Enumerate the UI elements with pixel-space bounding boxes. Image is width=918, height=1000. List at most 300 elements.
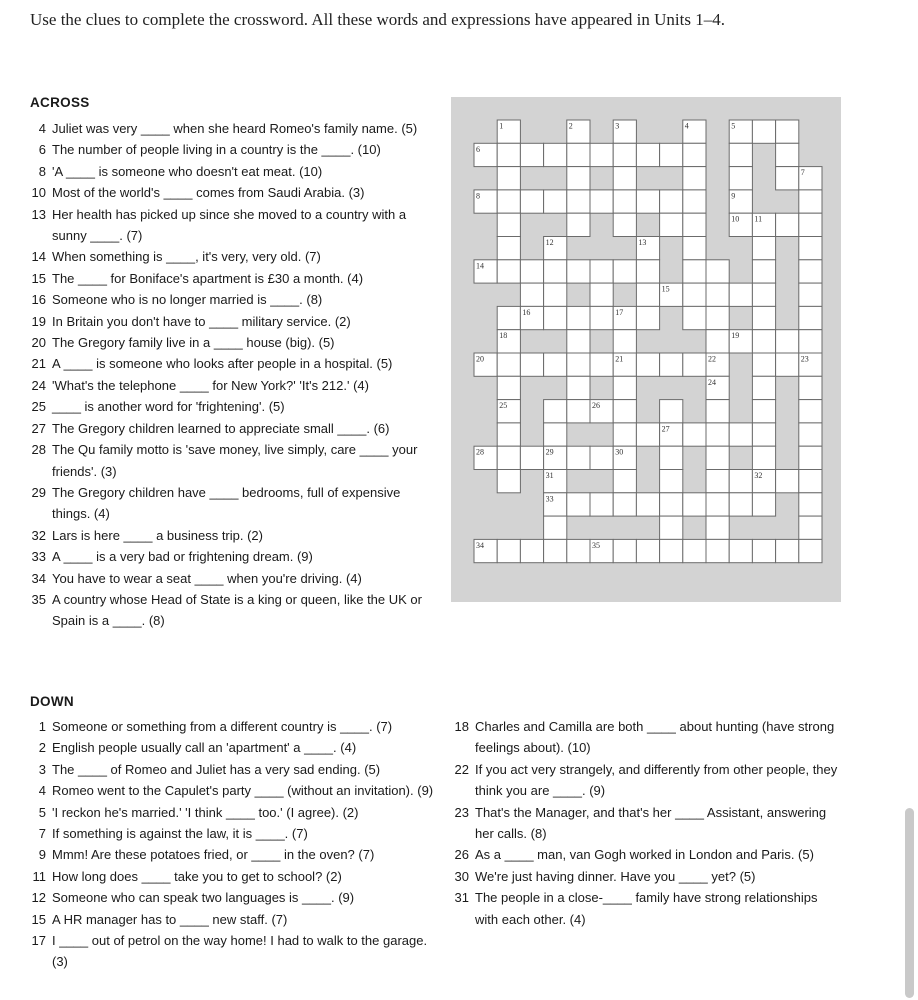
clue-text: We're just having dinner. Have you ____ yet? (5) (475, 868, 756, 884)
grid-cell[interactable] (706, 260, 729, 283)
clue-item (30, 737, 435, 758)
clue-item (30, 887, 435, 908)
grid-cell[interactable] (776, 353, 799, 376)
grid-clue-number: 2 (568, 121, 573, 131)
grid-clue-number: 26 (592, 401, 600, 411)
grid-cell[interactable] (497, 190, 520, 213)
grid-cell[interactable] (706, 400, 729, 423)
grid-clue-number: 22 (708, 354, 716, 364)
clue-number: 3 (38, 761, 46, 777)
grid-clue-number: 24 (708, 377, 716, 387)
clue-number: 23 (454, 804, 469, 820)
grid-cell[interactable] (706, 306, 729, 329)
grid-cell[interactable] (544, 306, 567, 329)
grid-cell[interactable] (706, 446, 729, 469)
grid-cell[interactable] (544, 260, 567, 283)
clue-number: 5 (38, 804, 46, 820)
grid-cell[interactable] (752, 376, 775, 399)
grid-clue-number: 34 (476, 540, 484, 550)
grid-cell[interactable] (544, 353, 567, 376)
grid-cell[interactable] (497, 143, 520, 166)
clue-text: I ____ out of petrol on the way home! I had to walk to the garage. (3) (52, 933, 428, 970)
clue-number: 26 (454, 847, 469, 863)
clue-text: Juliet was very ____ when she heard Romeo's family name. (5) (52, 121, 418, 136)
clue-number: 4 (38, 783, 46, 799)
grid-cell[interactable] (567, 400, 590, 423)
grid-cell[interactable] (567, 539, 590, 562)
clue-text: ____ is another word for 'frightening'. (5) (52, 399, 285, 415)
grid-cell[interactable] (613, 260, 636, 283)
grid-cell[interactable] (752, 446, 775, 469)
grid-clue-number: 14 (476, 261, 484, 271)
clue-item (30, 332, 430, 353)
grid-cell[interactable] (636, 283, 659, 306)
down-clue-list-1 (30, 716, 435, 973)
grid-cell[interactable] (799, 237, 822, 260)
grid-cell[interactable] (636, 260, 659, 283)
grid-cell[interactable] (590, 143, 613, 166)
grid-cell[interactable] (636, 423, 659, 446)
clue-text: If you act very strangely, and differently from other people, they think you are ____. (9) (475, 761, 838, 799)
grid-clue-number: 32 (754, 471, 763, 480)
grid-cell[interactable] (636, 143, 659, 166)
clue-text: The Gregory children learned to appreciate small ____. (6) (52, 420, 390, 436)
clue-number: 17 (31, 933, 46, 949)
clue-number: 11 (32, 868, 46, 884)
grid-cell[interactable] (776, 167, 799, 190)
clue-number: 30 (454, 868, 469, 884)
clue-text: How long does ____ take you to get to school? (2) (52, 868, 342, 884)
grid-cell[interactable] (799, 400, 822, 423)
clue-item (453, 759, 843, 802)
grid-clue-number: 7 (800, 168, 805, 178)
clue-item (30, 118, 430, 139)
grid-cell[interactable] (799, 190, 822, 213)
grid-clue-number: 28 (476, 447, 484, 457)
grid-cell[interactable] (520, 283, 543, 306)
clue-text: Lars is here ____ a business trip. (2) (52, 527, 263, 543)
clue-text: 'A ____ is someone who doesn't eat meat. (10) (52, 163, 323, 179)
clue-text: In Britain you don't have to ____ military service. (2) (52, 313, 351, 329)
grid-cell[interactable] (544, 400, 567, 423)
grid-cell[interactable] (497, 446, 520, 469)
clue-item (453, 802, 843, 845)
clue-number: 34 (31, 570, 46, 586)
grid-cell[interactable] (520, 190, 543, 213)
grid-cell[interactable] (752, 283, 775, 306)
clue-number: 29 (31, 484, 46, 500)
down-clue-list-2 (453, 716, 843, 930)
clue-item (30, 396, 430, 417)
grid-clue-number: 31 (545, 471, 554, 480)
clue-number: 25 (31, 399, 46, 415)
across-heading: ACROSS (30, 95, 90, 110)
clue-item (30, 204, 430, 247)
grid-cell[interactable] (497, 423, 520, 446)
grid-cell[interactable] (567, 353, 590, 376)
grid-clue-number: 33 (545, 494, 554, 504)
clue-text: The Gregory family live in a ____ house (big). (5) (52, 335, 335, 351)
grid-clue-number: 20 (476, 354, 484, 364)
grid-cell[interactable] (636, 190, 659, 213)
clue-number: 22 (454, 761, 469, 777)
clue-item (453, 844, 843, 865)
grid-cell[interactable] (497, 353, 520, 376)
grid-cell[interactable] (567, 213, 590, 236)
clue-number: 9 (38, 847, 46, 863)
clue-number: 6 (38, 142, 46, 158)
grid-cell[interactable] (520, 446, 543, 469)
grid-cell[interactable] (729, 470, 752, 493)
grid-cell[interactable] (590, 306, 613, 329)
grid-cell[interactable] (683, 539, 706, 562)
clue-item (30, 353, 430, 374)
grid-cell[interactable] (729, 423, 752, 446)
grid-cell[interactable] (567, 167, 590, 190)
grid-cell[interactable] (590, 493, 613, 516)
grid-cell[interactable] (613, 213, 636, 236)
grid-cell[interactable] (799, 539, 822, 562)
grid-cell[interactable] (613, 539, 636, 562)
clue-number: 24 (31, 377, 46, 393)
clue-number: 21 (31, 356, 46, 372)
across-clue-list (30, 118, 430, 632)
clue-text: Mmm! Are these potatoes fried, or ____ in the oven? (7) (52, 847, 375, 863)
grid-cell[interactable] (660, 190, 683, 213)
grid-clue-number: 18 (499, 331, 508, 341)
grid-cell[interactable] (520, 143, 543, 166)
grid-cell[interactable] (613, 167, 636, 190)
clue-number: 1 (38, 719, 46, 734)
down-heading: DOWN (30, 694, 74, 709)
grid-cell[interactable] (660, 470, 683, 493)
grid-cell[interactable] (706, 423, 729, 446)
grid-cell[interactable] (799, 330, 822, 353)
clue-text: That's the Manager, and that's her ____ Assistant, answering her calls. (8) (475, 804, 827, 842)
clue-item (30, 823, 435, 844)
grid-cell[interactable] (799, 306, 822, 329)
grid-cell[interactable] (752, 539, 775, 562)
clue-number: 15 (31, 911, 46, 927)
clue-text: The Qu family motto is 'save money, live simply, care ____ your friends'. (3) (52, 442, 418, 479)
clue-text: Someone or something from a different country is ____. (7) (52, 719, 393, 734)
grid-cell[interactable] (752, 260, 775, 283)
grid-cell[interactable] (729, 493, 752, 516)
grid-cell[interactable] (544, 516, 567, 539)
clue-number: 31 (454, 890, 469, 906)
grid-cell[interactable] (729, 539, 752, 562)
grid-cell[interactable] (660, 539, 683, 562)
grid-cell[interactable] (567, 143, 590, 166)
grid-cell[interactable] (544, 143, 567, 166)
clue-number: 7 (38, 826, 46, 842)
grid-clue-number: 27 (661, 424, 670, 434)
grid-cell[interactable] (799, 470, 822, 493)
clue-number: 20 (31, 335, 46, 351)
grid-cell[interactable] (567, 376, 590, 399)
clue-text: A ____ is a very bad or frightening dream. (9) (52, 549, 313, 565)
grid-cell[interactable] (497, 376, 520, 399)
clue-text: The Gregory children have ____ bedrooms, full of expensive things. (4) (52, 484, 401, 522)
clue-item (30, 246, 430, 267)
grid-cell[interactable] (683, 190, 706, 213)
clue-item (30, 182, 430, 203)
grid-cell[interactable] (544, 539, 567, 562)
grid-cell[interactable] (776, 330, 799, 353)
grid-cell[interactable] (799, 516, 822, 539)
clue-text: 'What's the telephone ____ for New York?' 'It's 212.' (4) (52, 377, 369, 393)
clue-item (30, 439, 430, 482)
grid-cell[interactable] (660, 493, 683, 516)
grid-clue-number: 9 (731, 191, 736, 201)
grid-clue-number: 6 (476, 144, 480, 154)
grid-cell[interactable] (683, 167, 706, 190)
grid-clue-number: 4 (684, 121, 689, 131)
clue-item (30, 161, 430, 182)
grid-cell[interactable] (567, 446, 590, 469)
grid-cell[interactable] (706, 493, 729, 516)
grid-cell[interactable] (520, 353, 543, 376)
grid-cell[interactable] (567, 190, 590, 213)
crossword-grid-svg (451, 97, 841, 602)
clue-text: Charles and Camilla are both ____ about hunting (have strong feelings about). (10) (475, 719, 835, 756)
grid-cell[interactable] (752, 493, 775, 516)
clue-item (30, 568, 430, 589)
clue-item (30, 546, 430, 567)
clue-item (30, 909, 435, 930)
clue-text: A HR manager has to ____ new staff. (7) (52, 911, 288, 927)
clue-item (453, 887, 843, 930)
grid-cell[interactable] (636, 353, 659, 376)
scrollbar-thumb[interactable] (905, 808, 914, 998)
clue-text: Someone who can speak two languages is ____. (9) (52, 890, 355, 906)
grid-cell[interactable] (683, 493, 706, 516)
clue-item (30, 525, 430, 546)
grid-cell[interactable] (497, 539, 520, 562)
grid-cell[interactable] (567, 330, 590, 353)
clue-text: The number of people living in a country is the ____. (10) (52, 142, 381, 158)
clue-text: The people in a close-____ family have strong relationships with each other. (4) (475, 890, 818, 927)
grid-clue-number: 13 (638, 238, 647, 247)
clue-text: As a ____ man, van Gogh worked in London and Paris. (5) (475, 847, 814, 863)
grid-clue-number: 10 (731, 214, 740, 224)
grid-cell[interactable] (613, 400, 636, 423)
grid-cell[interactable] (660, 213, 683, 236)
grid-clue-number: 8 (476, 191, 480, 201)
grid-clue-number: 21 (615, 354, 624, 364)
grid-cell[interactable] (613, 143, 636, 166)
grid-cell[interactable] (776, 470, 799, 493)
grid-cell[interactable] (683, 353, 706, 376)
grid-cell[interactable] (729, 167, 752, 190)
grid-cell[interactable] (497, 167, 520, 190)
grid-cell[interactable] (706, 330, 729, 353)
clue-item (30, 759, 435, 780)
grid-cell[interactable] (613, 330, 636, 353)
clue-text: English people usually call an 'apartment' a ____. (4) (52, 740, 357, 756)
clue-item (30, 802, 435, 823)
clue-text: The ____ of Romeo and Juliet has a very sad ending. (5) (52, 761, 381, 777)
grid-cell[interactable] (590, 283, 613, 306)
grid-cell[interactable] (613, 470, 636, 493)
instructions: Use the clues to complete the crossword. All these words and expressions have appeared in Units 1–4. (30, 10, 725, 29)
clue-number: 2 (38, 740, 46, 756)
clue-item (453, 866, 843, 887)
grid-cell[interactable] (660, 143, 683, 166)
grid-cell[interactable] (497, 306, 520, 329)
clue-item (30, 930, 435, 973)
clue-number: 15 (31, 270, 46, 286)
grid-clue-number: 19 (731, 331, 740, 341)
grid-cell[interactable] (752, 120, 775, 143)
grid-cell[interactable] (683, 143, 706, 166)
clue-item (30, 418, 430, 439)
clue-item (30, 311, 430, 332)
clue-text: Her health has picked up since she moved to a country with a sunny ____. (7) (52, 206, 407, 244)
clue-item (30, 866, 435, 887)
grid-cell[interactable] (660, 446, 683, 469)
grid-cell[interactable] (752, 330, 775, 353)
grid-cell[interactable] (683, 283, 706, 306)
grid-cell[interactable] (683, 237, 706, 260)
grid-clue-number: 29 (545, 447, 554, 457)
grid-cell[interactable] (752, 353, 775, 376)
grid-cell[interactable] (520, 260, 543, 283)
grid-cell[interactable] (706, 283, 729, 306)
grid-cell[interactable] (613, 190, 636, 213)
clue-number: 8 (38, 163, 46, 179)
clue-text: Romeo went to the Capulet's party ____ (without an invitation). (9) (52, 783, 434, 799)
clue-text: A country whose Head of State is a king or queen, like the UK or Spain is a ____. (8) (52, 591, 422, 629)
grid-cell[interactable] (544, 283, 567, 306)
grid-cell[interactable] (752, 400, 775, 423)
grid-cell[interactable] (590, 446, 613, 469)
grid-cell[interactable] (590, 353, 613, 376)
grid-cell[interactable] (799, 213, 822, 236)
clue-item (30, 139, 430, 160)
grid-cell[interactable] (613, 376, 636, 399)
grid-cell[interactable] (567, 306, 590, 329)
grid-cell[interactable] (776, 120, 799, 143)
grid-cell[interactable] (613, 423, 636, 446)
grid-cell[interactable] (799, 260, 822, 283)
clue-text: If something is against the law, it is ____. (7) (52, 826, 308, 842)
grid-clue-number: 30 (615, 447, 624, 457)
clue-item (30, 716, 435, 737)
clue-item (30, 289, 430, 310)
grid-cell[interactable] (636, 539, 659, 562)
grid-cell[interactable] (776, 539, 799, 562)
grid-cell[interactable] (752, 423, 775, 446)
grid-cell[interactable] (706, 516, 729, 539)
grid-cell[interactable] (497, 470, 520, 493)
grid-cell[interactable] (660, 400, 683, 423)
clue-number: 13 (31, 206, 46, 222)
grid-cell[interactable] (799, 283, 822, 306)
crossword-grid (451, 97, 841, 602)
clue-text: The ____ for Boniface's apartment is £30 a month. (4) (52, 270, 364, 286)
grid-clue-number: 5 (731, 121, 736, 131)
clue-number: 16 (31, 292, 46, 308)
grid-cell[interactable] (799, 493, 822, 516)
grid-cell[interactable] (729, 283, 752, 306)
grid-clue-number: 16 (522, 307, 531, 317)
grid-cell[interactable] (497, 237, 520, 260)
grid-cell[interactable] (776, 143, 799, 166)
grid-cell[interactable] (683, 213, 706, 236)
clue-text: When something is ____, it's very, very old. (7) (52, 249, 321, 265)
grid-cell[interactable] (706, 470, 729, 493)
grid-cell[interactable] (590, 190, 613, 213)
clue-text: A ____ is someone who looks after people in a hospital. (5) (52, 356, 393, 372)
grid-clue-number: 15 (661, 284, 670, 294)
grid-clue-number: 25 (499, 401, 508, 411)
grid-clue-number: 12 (545, 238, 554, 247)
grid-cell[interactable] (660, 353, 683, 376)
grid-cell[interactable] (567, 260, 590, 283)
grid-cell[interactable] (497, 213, 520, 236)
clue-item (30, 589, 430, 632)
clue-item (453, 716, 843, 759)
grid-clue-number: 3 (615, 121, 620, 131)
clue-item (30, 482, 430, 525)
grid-cell[interactable] (636, 493, 659, 516)
grid-cell[interactable] (497, 260, 520, 283)
clue-number: 27 (31, 420, 46, 436)
grid-clue-number: 17 (615, 307, 624, 317)
grid-cell[interactable] (799, 423, 822, 446)
clue-item (30, 780, 435, 801)
clue-number: 33 (31, 549, 46, 565)
grid-cell[interactable] (683, 306, 706, 329)
clue-text: 'I reckon he's married.' 'I think ____ too.' (I agree). (2) (52, 804, 359, 820)
clue-item (30, 268, 430, 289)
grid-cell[interactable] (660, 516, 683, 539)
grid-cell[interactable] (683, 423, 706, 446)
grid-cell[interactable] (544, 423, 567, 446)
grid-cell[interactable] (683, 260, 706, 283)
grid-cell[interactable] (752, 306, 775, 329)
grid-cell[interactable] (706, 539, 729, 562)
grid-cell[interactable] (752, 237, 775, 260)
clue-text: Someone who is no longer married is ____. (8) (52, 292, 323, 308)
clue-number: 12 (31, 890, 46, 906)
grid-cell[interactable] (636, 306, 659, 329)
grid-cell[interactable] (520, 539, 543, 562)
grid-clue-number: 11 (754, 214, 763, 224)
grid-clue-number: 1 (499, 121, 504, 131)
grid-cell[interactable] (590, 260, 613, 283)
clue-text: You have to wear a seat ____ when you're driving. (4) (52, 570, 362, 586)
clue-number: 19 (31, 313, 46, 329)
clue-item (30, 375, 430, 396)
grid-cell[interactable] (776, 213, 799, 236)
clue-text: Most of the world's ____ comes from Saudi Arabia. (3) (52, 185, 365, 201)
clue-number: 28 (31, 442, 46, 458)
grid-clue-number: 35 (592, 540, 600, 550)
grid-cell[interactable] (613, 493, 636, 516)
clue-number: 4 (38, 121, 46, 136)
grid-cell[interactable] (729, 143, 752, 166)
grid-cell[interactable] (544, 190, 567, 213)
clue-item (30, 844, 435, 865)
grid-cell[interactable] (799, 376, 822, 399)
grid-cell[interactable] (567, 493, 590, 516)
clue-number: 14 (31, 249, 46, 265)
clue-number: 18 (454, 719, 469, 734)
clue-number: 35 (31, 591, 46, 607)
grid-cell[interactable] (799, 446, 822, 469)
